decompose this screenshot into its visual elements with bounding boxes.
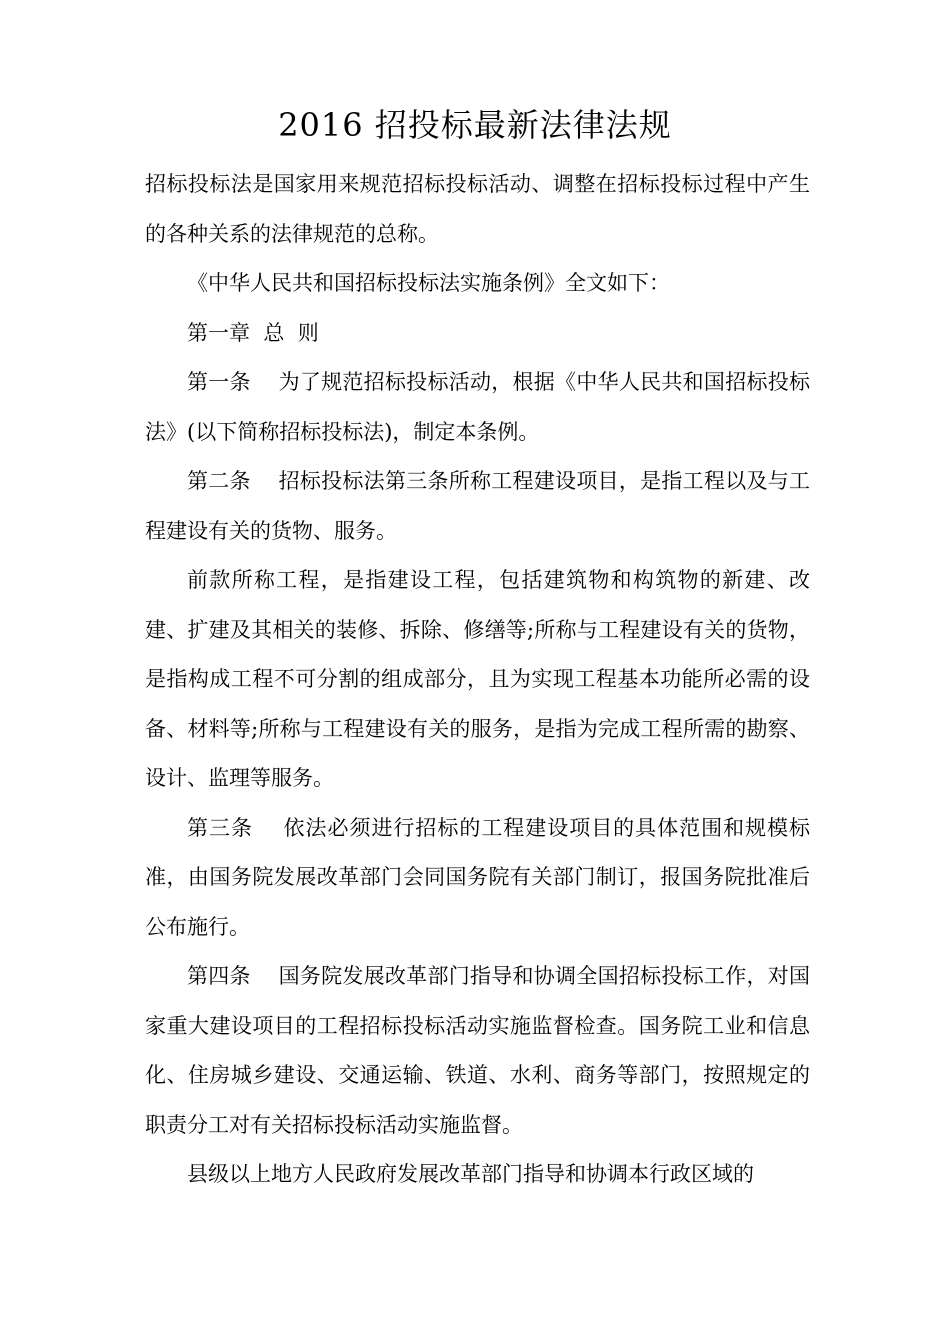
paragraph-engineering-definition: 前款所称工程，是指建设工程，包括建筑物和构筑物的新建、改建、扩建及其相关的装修、拆除、修缮等;所称与工程建设有关的货物，是指构成工程不可分割的组成部分，且为实现工程基本功能所必需的设备、材料等;所称与工程建设有关的服务，是指为完成工程所需的勘察、设计、监理等服务。 (145, 568, 810, 790)
paragraph-intro: 招标投标法是国家用来规范招标投标活动、调整在招标投标过程中产生的各种关系的法律规范的总称。 (145, 172, 810, 246)
article-4: 第四条 国务院发展改革部门指导和协调全国招标投标工作，对国家重大建设项目的工程招标投标活动实施监督检查。国务院工业和信息化、住房城乡建设、交通运输、铁道、水利、商务等部门，按照规定的职责分工对有关招标投标活动实施监督。 (145, 964, 810, 1137)
chapter-heading: 第一章 总 则 (187, 320, 319, 345)
article-3: 第三条 依法必须进行招标的工程建设项目的具体范围和规模标准，由国务院发展改革部门会同国务院有关部门制订，报国务院批准后公布施行。 (145, 815, 810, 939)
article-2: 第二条 招标投标法第三条所称工程建设项目，是指工程以及与工程建设有关的货物、服务。 (145, 469, 810, 543)
article-1: 第一条 为了规范招标投标活动，根据《中华人民共和国招标投标法》(以下简称招标投标法)，制定本条例。 (145, 370, 810, 444)
paragraph-local-government: 县级以上地方人民政府发展改革部门指导和协调本行政区域的 (187, 1162, 754, 1186)
paragraph-regulation-title: 《中华人民共和国招标投标法实施条例》全文如下： (187, 271, 670, 295)
document-body (145, 160, 810, 1200)
document-title: 2016 招投标最新法律法规 (278, 106, 672, 144)
